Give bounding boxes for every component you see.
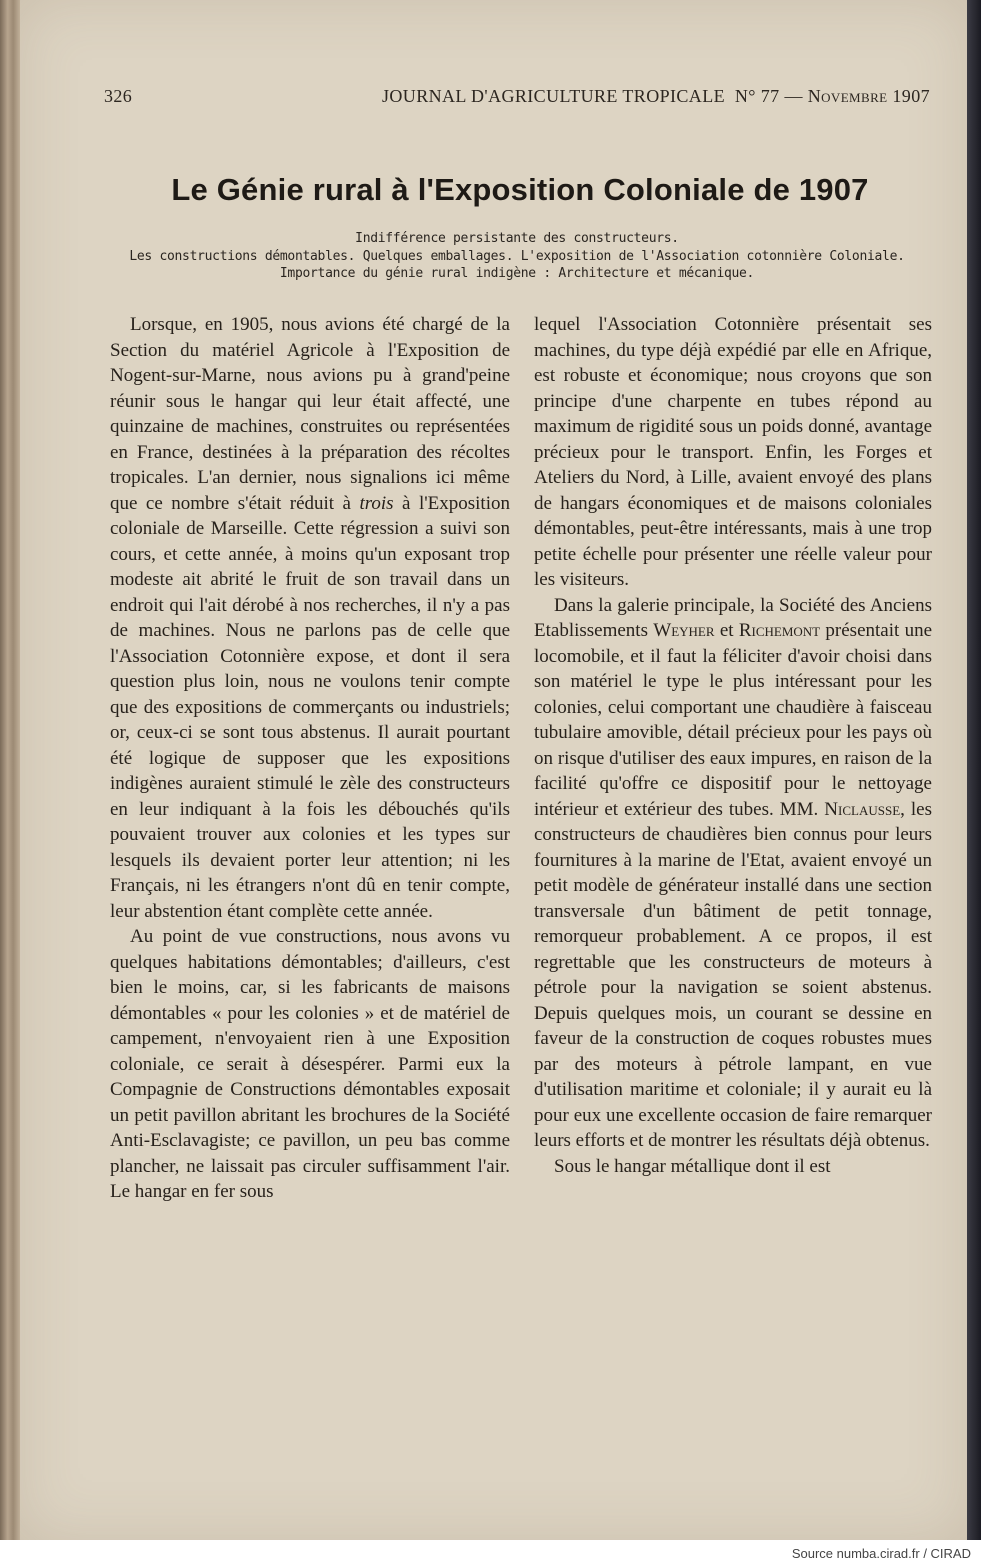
text-column-left — [110, 312, 510, 1205]
summary-line: Indifférence persistante des constructeurs. — [355, 231, 679, 246]
scan-border — [967, 0, 981, 1540]
source-credit: Source numba.cirad.fr / CIRAD — [791, 1546, 971, 1561]
issue-info: N° 77 — Novembre 1907 — [734, 86, 930, 106]
paragraph — [534, 593, 932, 1154]
company-name: Richemont — [738, 620, 821, 641]
page-number: 326 — [104, 86, 133, 106]
text-run: et — [714, 620, 739, 641]
running-header — [104, 86, 930, 112]
article-title: Le Génie rural à l'Exposition Coloniale de 1907 — [171, 172, 869, 207]
text-run: à l'Exposition coloniale de Marseille. Cette régression a suivi son cours, et cette année, à moins qu'un exposant trop modeste ait abrité le fruit de son travail dans un endroit qui l'ait dérobé à nos recherches, il n'y a pas de machines. Nous ne parlons pas de celle que l'Association Cotonnière expose, et dont il sera question plus loin, nous ne voulons tenir compte que des expositions de commerçants ou industriels; or, ceux-ci se sont tous abstenus. Il aurait pourtant été logique de supposer que les expositions indigènes auraient stimulé le zèle des constructeurs en leur indiquant à la fois les débouchés qu'ils pouvaient trouver aux colonies et les types sur lesquels ils devaient porter leur attention; ni les Français, ni les étrangers n'ont dû en tenir compte, leur abstention étant complète cette année. — [110, 492, 510, 922]
journal-page — [20, 0, 967, 1540]
paragraph: Sous le hangar métallique dont il est — [554, 1155, 831, 1177]
text-run: , les constructeurs de chaudières bien connus pour leurs fournitures à la marine de l'Etat, avaient envoyé un petit modèle de générateur installé dans une section transversale d'un bâtiment de petit tonnage, remorqueur probablement. A ce propos, il est regrettable que les constructeurs de moteurs à pétrole pour la navigation se soient abstenus. Depuis quelques mois, un courant se dessine en faveur de la construction de coques robustes mues par des moteurs à pétrole lampant, en vue d'utilisation maritime et coloniale; il y aurait eu là pour eux une excellente occasion de faire remarquer leurs efforts et de montrer les résultats déjà obtenus. — [534, 798, 932, 1151]
journal-title: JOURNAL D'AGRICULTURE TROPICALE — [382, 86, 725, 106]
text-run: présentait une locomobile, et il faut la féliciter d'avoir choisi dans son matériel le type le plus intéressant pour les colonies, celui comportant une chaudière à faisceau tubulaire amovible, détail précieux pour les pays où on risque d'utiliser des eaux impures, en raison de la facilité qu'offre ce dispositif pour le nettoyage intérieur et extérieur des tubes. MM. — [534, 620, 932, 820]
article-summary — [104, 230, 930, 283]
italic-word: trois — [359, 492, 394, 514]
text-run: Dans la galerie principale, la Société des Anciens Etablissements — [534, 594, 932, 641]
text-column-right — [534, 312, 932, 1179]
company-name: Weyher — [653, 620, 715, 641]
book-spine-edge — [0, 0, 22, 1540]
paragraph: Au point de vue constructions, nous avons vu quelques habitations démontables; d'ailleurs, c'est bien le moins, car, si les fabricants de maisons démontables « pour les colonies » et de matériel de campement, n'envoyaient rien à une Exposition coloniale, ce serait à désespérer. Parmi eux la Compagnie de Constructions démontables exposait un petit pavillon abritant les brochures de la Société Anti-Esclavagiste; ce pavillon, un peu bas comme plancher, ne laissait pas circuler suffisamment l'air. Le hangar en fer sous — [110, 926, 510, 1202]
summary-line: Les constructions démontables. Quelques emballages. L'exposition de l'Association cotonnière Coloniale. — [129, 248, 905, 264]
company-name: Niclausse — [824, 798, 901, 820]
summary-line: Importance du génie rural indigène : Architecture et mécanique. — [279, 266, 755, 281]
paragraph — [110, 312, 510, 924]
text-run: Lorsque, en 1905, nous avions été chargé de la Section du matériel Agricole à l'Exposition de Nogent-sur-Marne, nous avions pu à grand'peine réunir sous le hangar qui leur était affecté, une quinzaine de machines, construites ou représentées en France, destinées à la préparation des récoltes tropicales. L'an dernier, nous signalions ici même que ce nombre s'était réduit à — [110, 314, 510, 514]
paragraph-continued: lequel l'Association Cotonnière présentait ses machines, du type déjà expédié par elle en Afrique, est robuste et économique; nous croyons que son principe d'une charpente en tubes répond au maximum de rigidité sous un poids donné, avantage précieux pour le transport. Enfin, les Forges et Ateliers du Nord, à Lille, avaient envoyé des plans de hangars économiques et de maisons coloniales démontables, peut-être intéressants, mais à une trop petite échelle pour présenter une réelle valeur pour les visiteurs. — [534, 314, 932, 590]
